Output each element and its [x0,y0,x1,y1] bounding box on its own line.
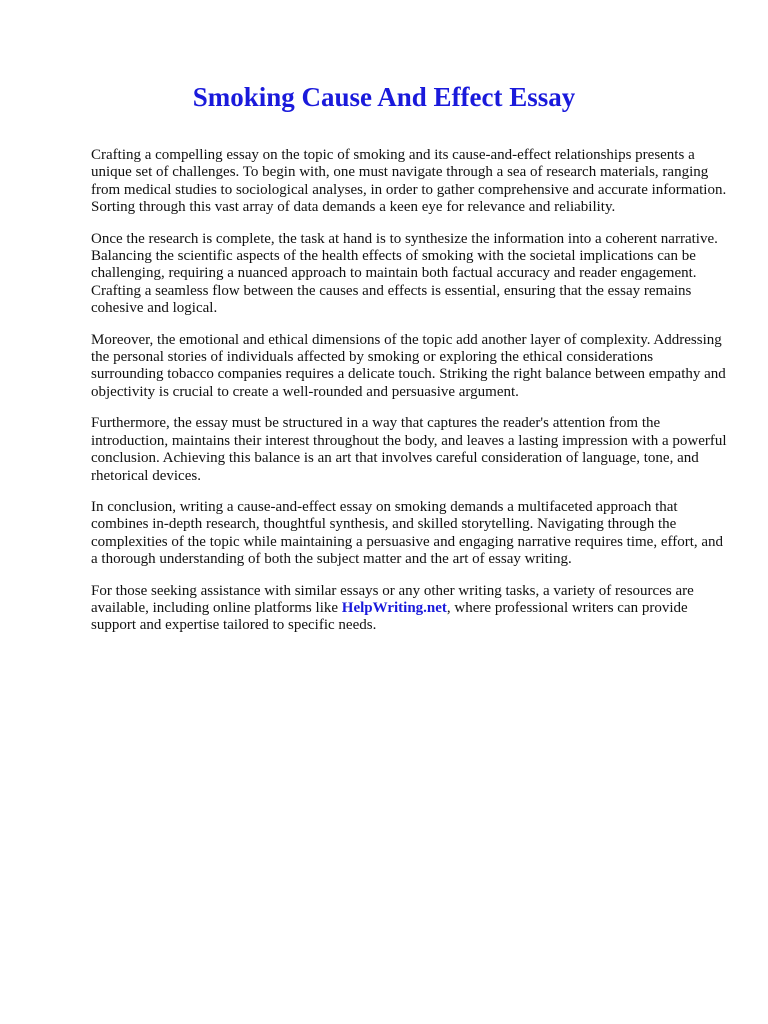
page-title: Smoking Cause And Effect Essay [192,82,576,112]
closing-paragraph [91,583,727,635]
paragraph-5: In conclusion, writing a cause-and-effect essay on smoking demands a multifaceted approach that combines in-depth research, thoughtful synthesis, and skilled storytelling. Navigating through the complexities of the topic while maintaining a persuasive and engaging narrative requires time, effort, and a thorough understanding of both the subject matter and the art of essay writing. [91,498,724,568]
helpwriting-link[interactable]: HelpWriting.net [341,599,447,616]
paragraph-1: Crafting a compelling essay on the topic of smoking and its cause-and-effect relationships presents a unique set of challenges. To begin with, one must navigate through a sea of research materials, ranging from medical studies to sociological analyses, in order to gather comprehensive and accurate information. Sorting through this vast array of data demands a keen eye for relevance and reliability. [91,147,727,216]
closing-text-before-link: For those seeking assistance with similar essays or any other writing tasks, a variety of resources are available, including online platforms like [91,582,694,616]
paragraph-3: Moreover, the emotional and ethical dimensions of the topic add another layer of complexity. Addressing the personal stories of individuals affected by smoking or exploring the ethical considerations surrounding tobacco companies requires a delicate touch. Striking the right balance between empathy and objectivity is crucial to create a well-rounded and persuasive argument. [91,331,726,400]
paragraph-4: Furthermore, the essay must be structured in a way that captures the reader's attention from the introduction, maintains their interest throughout the body, and leaves a lasting impression with a powerful conclusion. Achieving this balance is an art that involves careful consideration of language, tone, and rhetorical devices. [91,415,727,484]
document-body [91,147,727,649]
paragraph-2: Once the research is complete, the task at hand is to synthesize the information into a coherent narrative. Balancing the scientific aspects of the health effects of smoking with the societal implications can be challenging, requiring a nuanced approach to maintain both factual accuracy and reader engagement. Crafting a seamless flow between the causes and effects is essential, ensuring that the essay remains cohesive and logical. [91,230,718,317]
closing-text-after-link: , where professional writers can provide support and expertise tailored to specific needs. [91,599,688,634]
